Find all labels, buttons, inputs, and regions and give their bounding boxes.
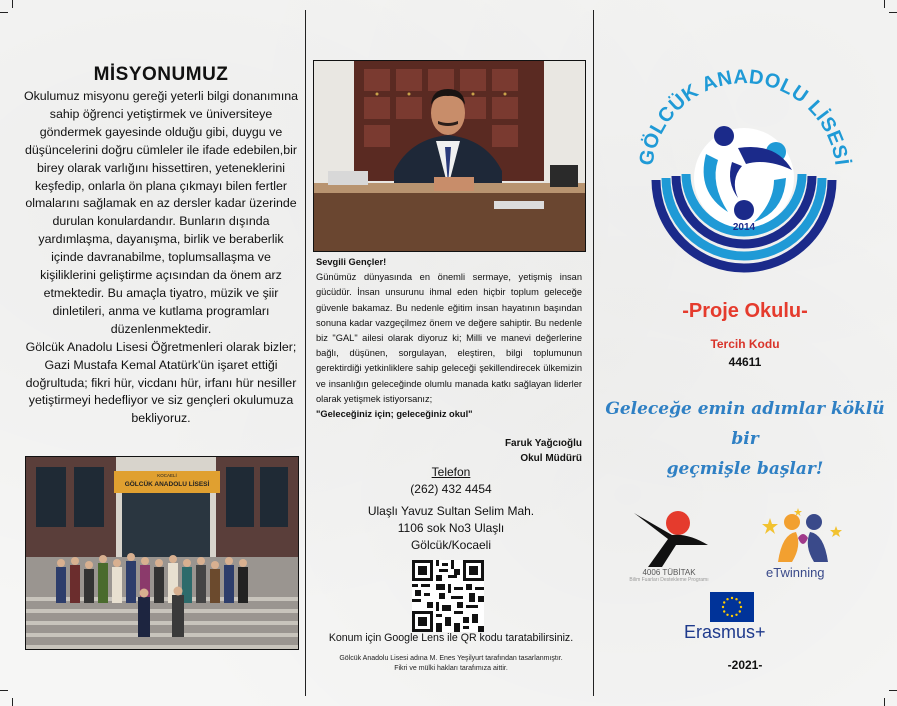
letter-quote: "Geleceğiniz için; geleceğiniz okul" [316, 409, 473, 420]
crop-mark [0, 690, 8, 691]
address-line-1: Ulaşlı Yavuz Sultan Selim Mah. [367, 504, 535, 518]
school-sign-small: KOCAELİ [157, 473, 177, 478]
tubitak-caption [622, 568, 716, 583]
fold-line-right [593, 10, 594, 696]
slogan-line-1: Geleceğe emin adımlar köklü bir [605, 399, 885, 449]
signer-name: Faruk Yağcıoğlu [504, 438, 582, 449]
school-photo-illustration [26, 457, 298, 649]
cover-panel [600, 0, 890, 706]
phone-label: Telefon [431, 465, 471, 479]
crop-mark [0, 12, 8, 13]
mission-paragraph: Gölcük Anadolu Lisesi Öğretmenleri olarak bizler; Gazi Mustafa Kemal Atatürk'ün işaret ettiği doğrultuda; fikri hür, vicdanı hür, irfanı hür nesiller yetiştirmeyi hedefliyor ve siz gençleri okulumuza bekliyoruz. [25, 339, 297, 426]
mission-paragraph: Okulumuz misyonu gereği yeterli bilgi donanımına sahip öğrenci yetiştirmek ve üniversiteye göndermek gayesinde olduğu gibi, duygu ve düşüncelerini doğru cümleler ile ifade edebilen,bir birey olarak varlığını hissettiren, yeteneklerini keşfedip, onlarla ön plana çıkmayı bilen fertler olmalarını sağlamak en az dersler kadar üzerinde durulan konulardandır. Bunların dışında yardımlaşma, dayanışma, birlik ve beraberlik içinde davranabilme, toplumsallaşma ve kişiliklerini geliştirme açısından da önem arz etmektedir. Bu amaçla tiyatro, müzik ve şiir dinletileri, anma ve kutlama programları düzenlenmektedir. [23, 89, 299, 336]
crop-mark [889, 690, 897, 691]
crop-mark [889, 12, 897, 13]
design-credit [310, 654, 592, 674]
erasmus-label: Erasmus+ [684, 622, 766, 642]
address-line-2: 1106 sok No3 Ulaşlı [397, 521, 505, 535]
qr-pattern [412, 560, 484, 632]
qr-note: Konum için Google Lens ile QR kodu taratabilirsiniz. [328, 632, 574, 644]
school-sign: GÖLCÜK ANADOLU LİSESİ [124, 481, 210, 488]
credit-line-2: Fikri ve mülki hakları tarafımıza aittir. [394, 665, 508, 672]
letter-salutation: Sevgili Gençler! [316, 257, 387, 267]
credit-line-1: Gölcük Anadolu Lisesi adına M. Enes Yeşilyurt tarafından tasarlanmıştır. [339, 655, 563, 662]
tubitak-label: 4006 TÜBİTAK [642, 568, 696, 577]
preference-code-label: Tercih Kodu [710, 337, 780, 351]
logo-year: 2014 [732, 222, 756, 233]
etwinning-logo [758, 506, 848, 566]
project-school-label: -Proje Okulu- [682, 300, 808, 322]
fold-line-left [305, 10, 306, 696]
etwinning-emblem [758, 506, 848, 566]
letter-body: Günümüz dünyasında en önemli sermaye, yetişmiş insan gücüdür. İnsan unsurunu ihmal eden hiçbir toplum geleceğe güvenle bakamaz. Bu nedenle eğitim insan hayatının başından sonuna kadar vazgeçilmez önem ve değere sahiptir. Bu nedenle biz "GAL" ailesi olarak diyoruz ki; Milli ve manevi değerlerine bağlı, düşünen, sorgulayan, eleştiren, bilgi toplumunun gerektirdiği yetkinliklere sahip geleceği şekillendirecek ülkemizin ve insanlığın geleceğinde olumlu manada katkı sağlayan liderler olarak yetişmek istiyorsanız; [316, 272, 582, 404]
preference-code: 44611 [728, 355, 762, 369]
eu-flag-icon [710, 592, 754, 622]
location-qr-code[interactable] [412, 560, 484, 632]
tubitak-subtitle: Bilim Fuarları Destekleme Programı [629, 577, 709, 583]
school-logo-emblem [626, 52, 862, 288]
principal-signature [505, 436, 582, 466]
mission-text [22, 88, 300, 428]
principal-photo-illustration [314, 61, 585, 251]
brochure-year: -2021- [727, 658, 763, 672]
phone-number[interactable]: (262) 432 4454 [410, 482, 492, 496]
principal-letter [316, 255, 582, 422]
crop-mark [12, 0, 13, 8]
mission-panel [20, 0, 302, 706]
slogan [600, 394, 890, 484]
school-logo [626, 52, 862, 288]
logo-lettering: GÖLCÜK ANADOLU LİSESİ [635, 65, 853, 168]
principal-panel [310, 0, 592, 706]
tubitak-emblem [628, 505, 712, 571]
crop-mark [12, 698, 13, 706]
slogan-line-2: geçmişle başlar! [666, 459, 824, 479]
mission-title: MİSYONUMUZ [93, 64, 229, 85]
eu-stars [710, 592, 754, 622]
address-line-3: Gölcük/Kocaeli [410, 538, 492, 552]
etwinning-label: eTwinning [766, 565, 825, 580]
signer-title: Okul Müdürü [520, 453, 582, 464]
principal-photo [313, 60, 586, 252]
school-group-photo [25, 456, 299, 650]
